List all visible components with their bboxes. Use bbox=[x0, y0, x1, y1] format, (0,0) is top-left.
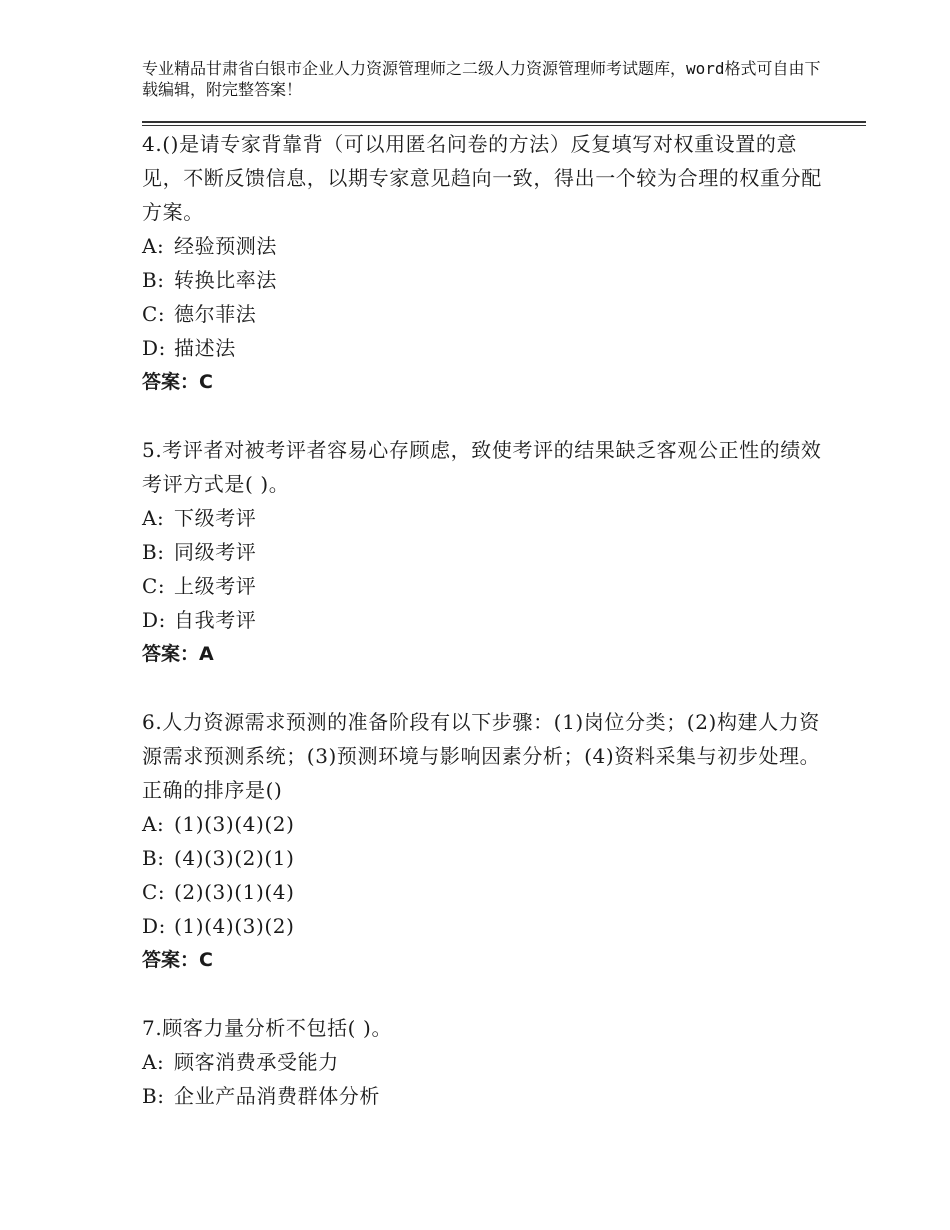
option-key: B: bbox=[142, 268, 165, 292]
option-key: B: bbox=[142, 846, 165, 870]
question-text: 4.()是请专家背靠背（可以用匿名问卷的方法）反复填写对权重设置的意见，不断反馈信息，以期专家意见趋向一致，得出一个较为合理的权重分配方案。 bbox=[142, 132, 822, 224]
option-text: 自我考评 bbox=[174, 608, 257, 632]
question-text: 5.考评者对被考评者容易心存顾虑，致使考评的结果缺乏客观公正性的绩效考评方式是( )。 bbox=[142, 438, 822, 496]
option-key: D: bbox=[142, 608, 166, 632]
option-a bbox=[142, 1045, 822, 1079]
header-rule-thin bbox=[142, 125, 866, 126]
option-c bbox=[142, 297, 822, 331]
option-key: A: bbox=[142, 1050, 165, 1074]
option-c bbox=[142, 569, 822, 603]
question-list bbox=[142, 127, 822, 1147]
option-key: A: bbox=[142, 234, 165, 258]
header-rule-thick bbox=[142, 121, 866, 123]
answer-label: 答案：C bbox=[142, 949, 213, 971]
option-text: 德尔菲法 bbox=[174, 302, 257, 326]
question-6 bbox=[142, 705, 822, 977]
option-b bbox=[142, 263, 822, 297]
option-text: (1)(4)(3)(2) bbox=[174, 914, 295, 938]
option-a bbox=[142, 229, 822, 263]
option-text: 下级考评 bbox=[174, 506, 257, 530]
option-key: C: bbox=[142, 574, 166, 598]
option-key: A: bbox=[142, 506, 165, 530]
option-d bbox=[142, 331, 822, 365]
option-b bbox=[142, 535, 822, 569]
option-d bbox=[142, 603, 822, 637]
option-text: 顾客消费承受能力 bbox=[174, 1050, 339, 1074]
option-c bbox=[142, 875, 822, 909]
option-text: (2)(3)(1)(4) bbox=[174, 880, 295, 904]
option-d bbox=[142, 909, 822, 943]
option-key: D: bbox=[142, 914, 166, 938]
option-text: 转换比率法 bbox=[174, 268, 277, 292]
option-key: C: bbox=[142, 302, 166, 326]
document-header: 专业精品甘肃省白银市企业人力资源管理师之二级人力资源管理师考试题库，word格式可自由下载编辑，附完整答案！ bbox=[142, 59, 821, 99]
option-text: 描述法 bbox=[174, 336, 236, 360]
question-7 bbox=[142, 1011, 822, 1113]
question-text: 7.顾客力量分析不包括( )。 bbox=[142, 1016, 393, 1040]
option-text: (1)(3)(4)(2) bbox=[174, 812, 295, 836]
question-text: 6.人力资源需求预测的准备阶段有以下步骤：(1)岗位分类；(2)构建人力资源需求预测系统；(3)预测环境与影响因素分析；(4)资料采集与初步处理。正确的排序是() bbox=[142, 710, 821, 802]
option-b bbox=[142, 1079, 822, 1113]
option-key: D: bbox=[142, 336, 166, 360]
option-key: A: bbox=[142, 812, 165, 836]
option-text: 经验预测法 bbox=[174, 234, 277, 258]
question-4 bbox=[142, 127, 822, 399]
answer-label: 答案：C bbox=[142, 371, 213, 393]
option-key: B: bbox=[142, 540, 165, 564]
option-text: (4)(3)(2)(1) bbox=[174, 846, 295, 870]
option-text: 企业产品消费群体分析 bbox=[174, 1084, 380, 1108]
option-text: 上级考评 bbox=[174, 574, 257, 598]
question-5 bbox=[142, 433, 822, 671]
option-a bbox=[142, 807, 822, 841]
option-text: 同级考评 bbox=[174, 540, 257, 564]
option-a bbox=[142, 501, 822, 535]
option-b bbox=[142, 841, 822, 875]
answer-label: 答案：A bbox=[142, 643, 214, 665]
option-key: C: bbox=[142, 880, 166, 904]
option-key: B: bbox=[142, 1084, 165, 1108]
